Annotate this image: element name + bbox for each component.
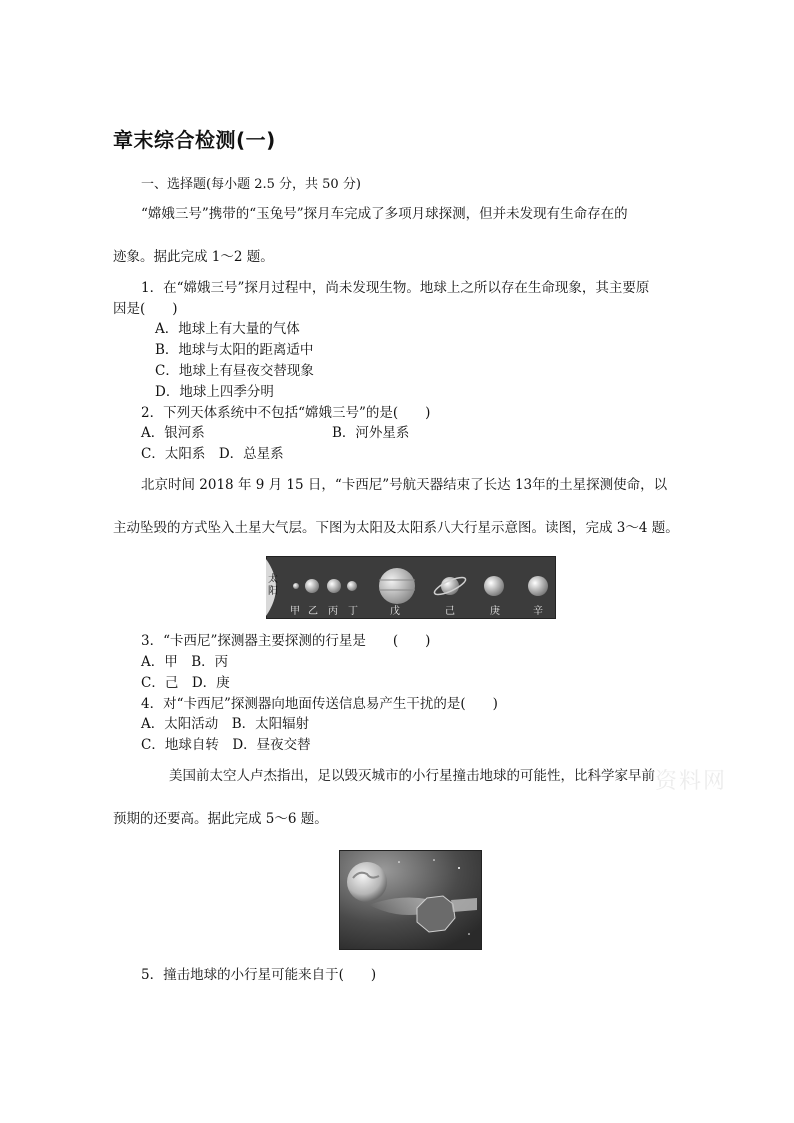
section-heading: 一、选择题(每小题 2.5 分，共 50 分) [141,177,361,192]
planet-mars [347,581,357,591]
planet-label: 辛 [533,606,543,617]
planet-label: 戊 [390,606,400,617]
passage-1-line-2: 迹象。据此完成 1～2 题。 [113,249,274,265]
page-title: 章末综合检测(一) [113,128,276,152]
planet-label: 甲 [290,606,300,617]
asteroid-figure [339,850,482,950]
q3-options-ab: A．甲 B．丙 [141,654,229,670]
planet-label: 庚 [490,606,500,617]
q3-stem: 3．“卡西尼”探测器主要探测的行星是 ( ) [141,633,431,649]
planet-saturn [441,577,459,595]
planet-neptune [528,576,548,596]
q4-options-cd: C．地球自转 D．昼夜交替 [141,737,311,753]
q5-stem: 5．撞击地球的小行星可能来自于( ) [141,967,377,983]
planet-uranus [484,576,504,596]
planet-jupiter [379,568,415,604]
q2-stem: 2．下列天体系统中不包括“嫦娥三号”的是( ) [141,405,431,421]
planet-label: 丁 [348,606,358,617]
q1-option-d: D．地球上四季分明 [155,384,274,400]
earth-shape [347,862,387,902]
passage-2-line-1: 北京时间 2018 年 9 月 15 日，“卡西尼”号航天器结束了长达 13年的土星探测使命，以 [141,477,668,493]
q4-stem: 4．对“卡西尼”探测器向地面传送信息易产生干扰的是( ) [141,696,498,712]
sun-label-1: 太 [268,574,278,585]
q2-option-a: A．银河系 [141,425,205,441]
passage-3-line-2: 预期的还要高。据此完成 5～6 题。 [113,811,328,827]
watermark: 资料网 [655,769,728,794]
q2-options-cd: C．太阳系 D．总星系 [141,446,284,462]
planet-label: 乙 [308,606,318,617]
solar-system-figure [266,556,556,619]
q3-options-cd: C．己 D．庚 [141,675,230,691]
q1-stem-line-2: 因是( ) [113,301,178,317]
passage-1-line-1: “嫦娥三号”携带的“玉兔号”探月车完成了多项月球探测，但并未发现有生命存在的 [141,206,628,222]
q1-option-c: C．地球上有昼夜交替现象 [155,363,314,379]
planet-label: 己 [445,606,455,617]
planet-earth [327,579,341,593]
sun-label-2: 阳 [268,586,278,597]
q1-stem-line-1: 1．在“嫦娥三号”探月过程中，尚未发现生物。地球上之所以存在生命现象，其主要原 [141,280,650,296]
planet-label: 丙 [328,606,338,617]
q2-option-b: B．河外星系 [332,425,410,441]
passage-2-line-2: 主动坠毁的方式坠入土星大气层。下图为太阳及太阳系八大行星示意图。读图，完成 3～4 题。 [113,520,679,536]
planet-mercury [293,583,299,589]
q1-option-b: B．地球与太阳的距离适中 [155,342,314,358]
q4-options-ab: A．太阳活动 B．太阳辐射 [141,716,310,732]
planet-venus [305,579,319,593]
q1-option-a: A．地球上有大量的气体 [155,321,300,337]
passage-3-line-1: 美国前太空人卢杰指出，足以毁灭城市的小行星撞击地球的可能性，比科学家早前 [169,768,655,784]
